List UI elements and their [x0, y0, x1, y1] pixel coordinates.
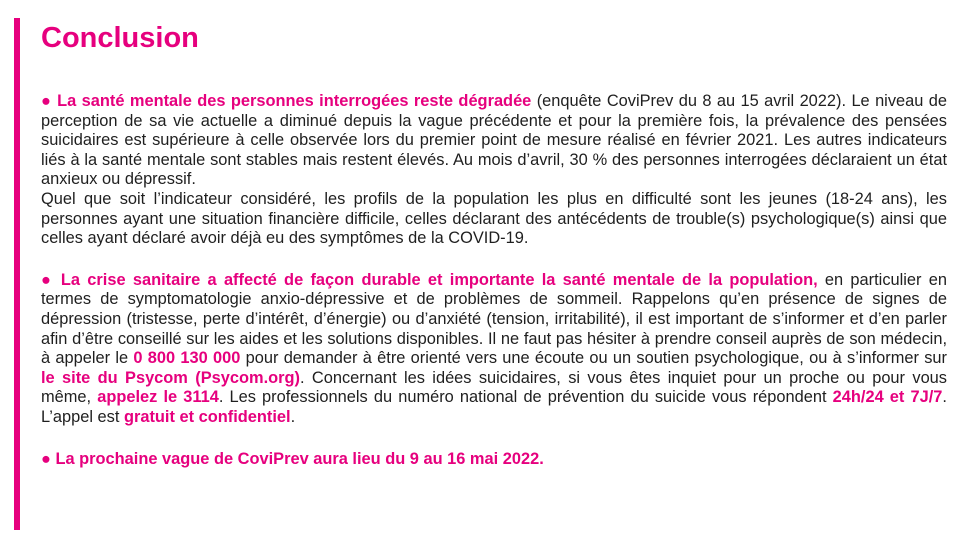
paragraph-next-wave — [41, 450, 947, 470]
bullet-icon: ● — [41, 449, 51, 468]
lead-mental-health: La santé mentale des personnes interrogées reste dégradée — [57, 92, 532, 110]
lead-health-crisis: La crise sanitaire a affecté de façon durable et importante la santé mentale de la population, — [60, 270, 818, 289]
lead-next-wave: La prochaine vague de CoviPrev aura lieu du 9 au 16 mai 2022. — [55, 449, 544, 468]
accent-bar — [14, 18, 20, 530]
text-profiles: Quel que soit l’indicateur considéré, les profils de la population les plus en difficulté sont les jeunes (18-24 ans), les personnes ayant une situation financière difficile, celles déclarant des antécédents de trouble(s) psychologique(s) ainsi que celles ayant déclaré avoir déjà eu des symptômes de la COVID-19. — [41, 189, 947, 248]
text-crisis-6: . — [290, 407, 296, 426]
paragraph-health-crisis — [41, 271, 947, 428]
page-title: Conclusion — [41, 22, 199, 54]
text-crisis-5: . L’appel est — [41, 388, 947, 426]
phone-number: 0 800 130 000 — [133, 349, 241, 368]
text-crisis-2: pour demander à être orienté vers une écoute ou un soutien psychologique, ou à s’informer sur — [240, 349, 947, 368]
hours-badge: 24h/24 et 7J/7 — [832, 388, 943, 407]
text-crisis-3: . Concernant les idées suicidaires, si vous êtes inquiet pour un proche ou pour vous même, — [41, 368, 947, 407]
psycom-link[interactable]: le site du Psycom (Psycom.org) — [41, 368, 300, 387]
paragraph-mental-health — [41, 92, 947, 249]
text-mental-health: (enquête CoviPrev du 8 au 15 avril 2022). Le niveau de perception de sa vie actuelle a diminué depuis la vague précédente et pour la première fois, la prévalence des pensées suicidaires est supérieure à celle observée lors du premier point de mesure réalisé en février 2021. Les autres indicateurs liés à la santé mentale sont stables mais restent élevés. Au mois d’avril, 30 % des personnes interrogées déclaraient un état anxieux ou dépressif. — [41, 92, 947, 189]
text-crisis-1: en particulier en termes de symptomatologie anxio-dépressive et de problèmes de sommeil. Rappelons qu’en présence de signes de dépression (tristesse, perte d’intérêt, d’énergie) ou d’anxiété (tension, irritabilité), il est important de s’informer et d’en parler afin d’être conseillé sur les aides et les solutions disponibles. Il ne faut pas hésiter à prendre conseil auprès de son médecin, à appeler le — [41, 270, 947, 368]
bullet-icon: ● — [41, 92, 52, 110]
conclusion-body — [41, 92, 947, 469]
text-crisis-4: . Les professionnels du numéro national de prévention du suicide vous répondent — [218, 388, 833, 407]
free-confidential: gratuit et confidentiel — [123, 407, 291, 426]
call-3114: appelez le 3114 — [97, 388, 219, 407]
bullet-icon: ● — [41, 270, 54, 289]
